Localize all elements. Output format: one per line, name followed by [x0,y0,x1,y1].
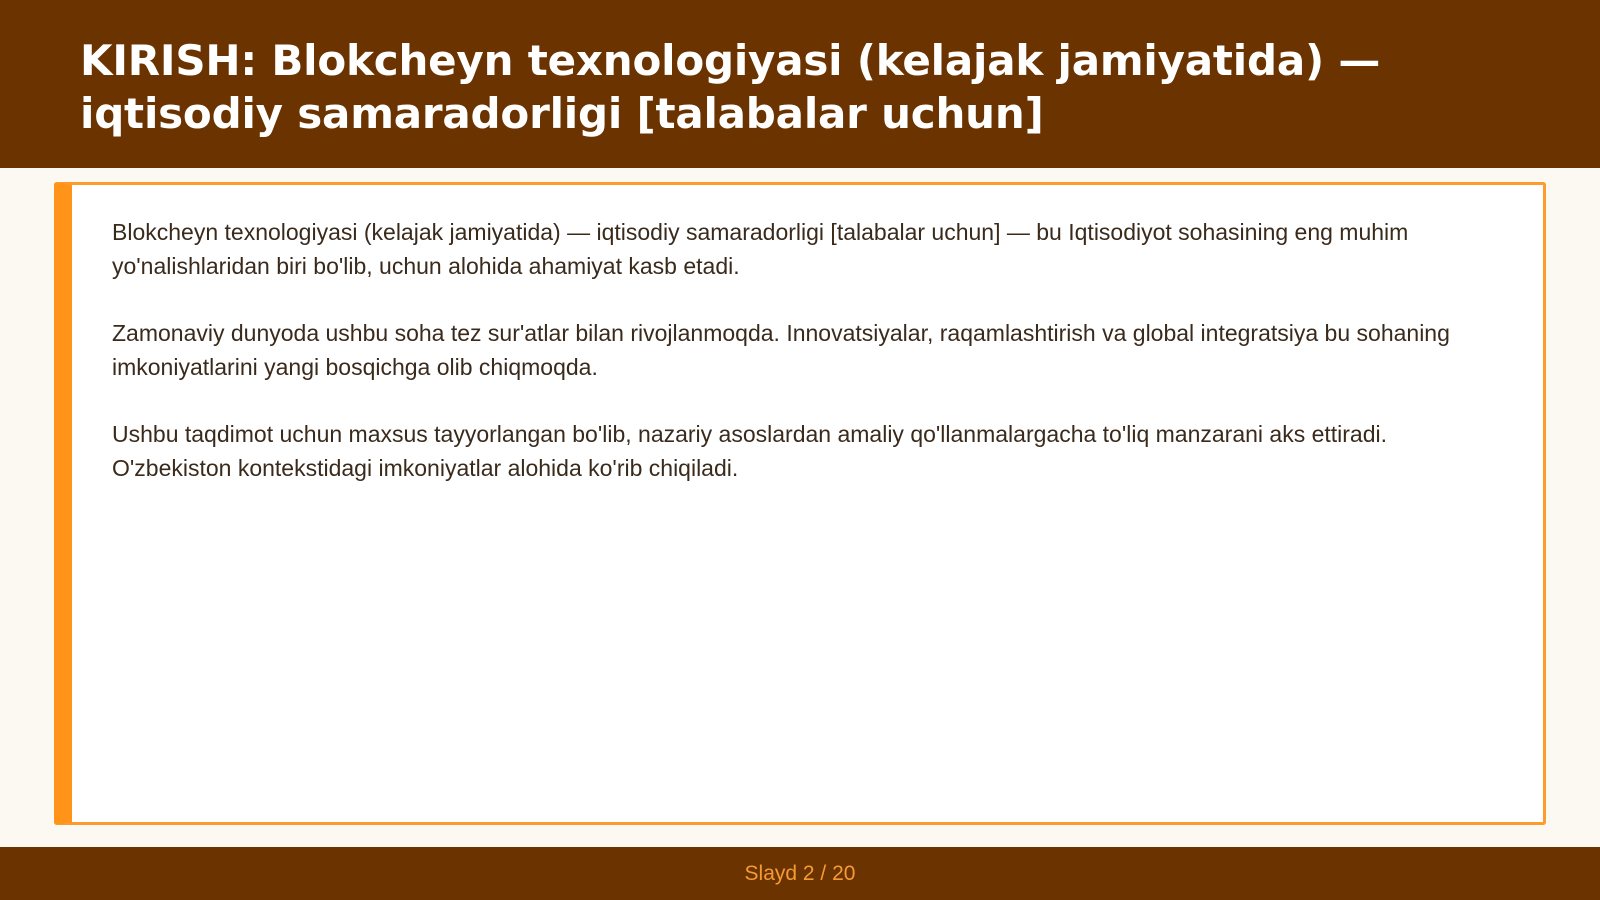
paragraph-modern-world: Zamonaviy dunyoda ushbu soha tez sur'atlar bilan rivojlanmoqda. Innovatsiyalar, raqamlashtirish va global integratsiya bu sohaning imkoniyatlarini yangi bosqichga olib chiqmoqda. [112,320,1450,380]
slide-title: KIRISH: Blokcheyn texnologiyasi (kelajak jamiyatida) — iqtisodiy samaradorligi [talabalar uchun] [80,36,1381,138]
content-card [54,182,1546,825]
slide-footer [0,847,1600,900]
slide-counter: Slayd 2 / 20 [744,861,856,885]
paragraph-intro: Blokcheyn texnologiyasi (kelajak jamiyatida) — iqtisodiy samaradorligi [talabalar uchun] — bu Iqtisodiyot sohasining eng muhim yo'nalishlaridan biri bo'lib, uchun alohida ahamiyat kasb etadi. [112,219,1409,279]
paragraph-presentation-purpose: Ushbu taqdimot uchun maxsus tayyorlangan bo'lib, nazariy asoslardan amaliy qo'llanmalargacha to'liq manzarani aks ettiradi. O'zbekiston kontekstidagi imkoniyatlar alohida ko'rib chiqiladi. [112,421,1388,481]
slide-header [0,0,1600,168]
